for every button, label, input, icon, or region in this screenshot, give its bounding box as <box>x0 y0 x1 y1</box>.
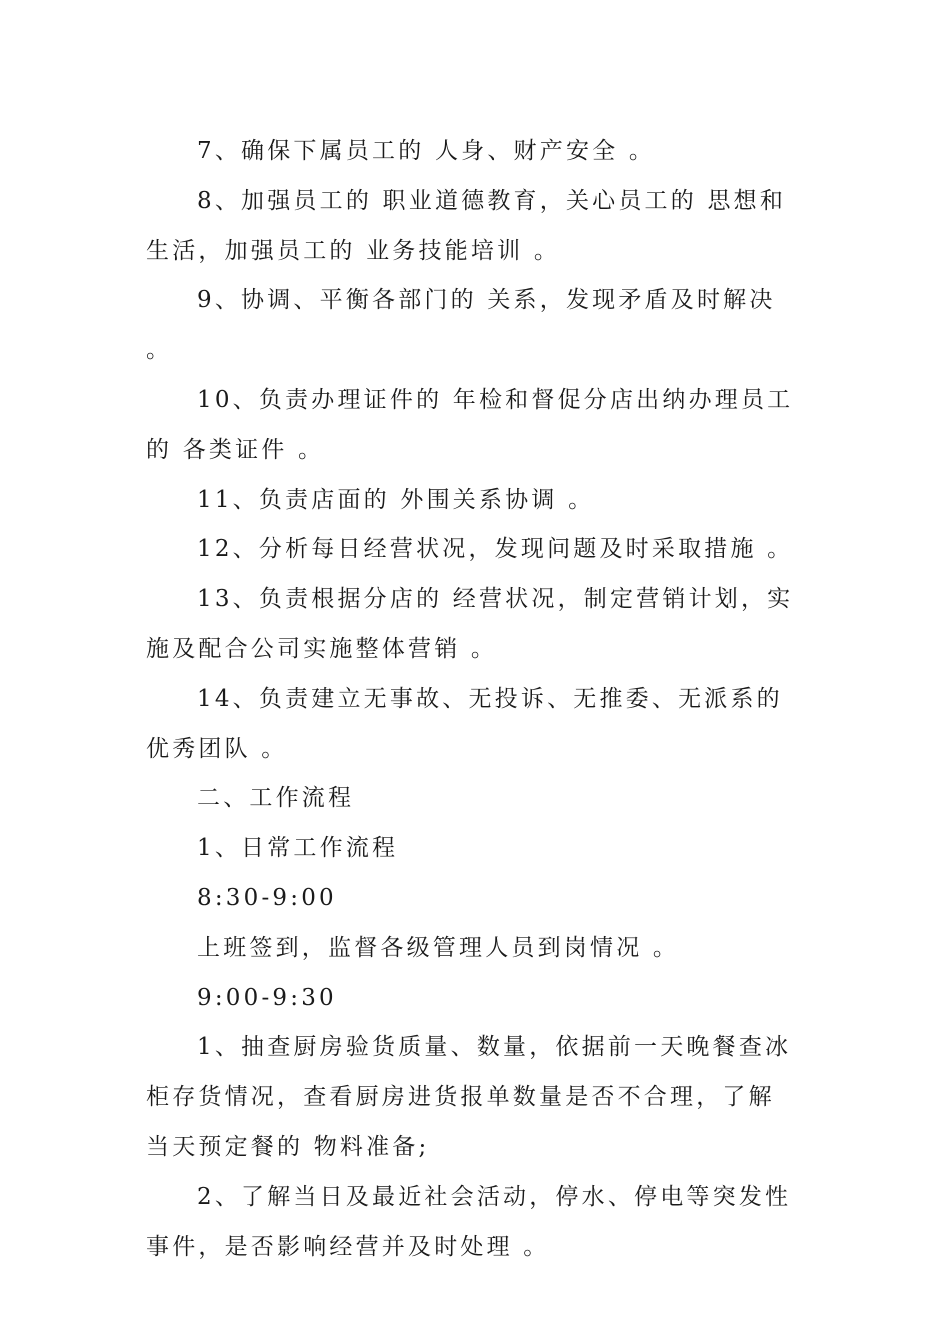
paragraph-sign-in: 上班签到，监督各级管理人员到岗情况 。 <box>197 934 680 961</box>
subsection-heading-daily-workflow: 1、日常工作流程 <box>197 835 399 862</box>
time-slot-0900-0930: 9:00-9:30 <box>197 984 337 1011</box>
paragraph-social-events: 2、了解当日及最近社会活动，停水、停电等突发性事件，是否影响经营并及时处理 。 <box>146 1183 792 1260</box>
paragraph-duty-9: 9、协调、平衡各部门的 关系，发现矛盾及时解决 。 <box>146 287 776 364</box>
paragraph-duty-11: 11、负责店面的 外围关系协调 。 <box>197 486 595 513</box>
paragraph-duty-8: 8、加强员工的 职业道德教育，关心员工的 思想和生活，加强员工的 业务技能培训 。 <box>146 187 787 264</box>
time-slot-0830-0900: 8:30-9:00 <box>197 884 337 911</box>
paragraph-duty-10: 10、负责办理证件的 年检和督促分店出纳办理员工的 各类证件 。 <box>146 386 794 463</box>
paragraph-duty-12: 12、分析每日经营状况，发现问题及时采取措施 。 <box>197 536 794 563</box>
paragraph-duty-13: 13、负责根据分店的 经营状况，制定营销计划，实施及配合公司实施整体营销 。 <box>146 586 794 662</box>
paragraph-kitchen-inspection: 1、抽查厨房验货质量、数量，依据前一天晚餐查冰柜存货情况，查看厨房进货报单数量是否不合理，了解当天预定餐的 物料准备; <box>146 1034 792 1160</box>
paragraph-duty-14: 14、负责建立无事故、无投诉、无推委、无派系的优秀团队 。 <box>146 685 783 762</box>
document-body <box>146 127 796 1272</box>
paragraph-duty-7: 7、确保下属员工的 人身、财产安全 。 <box>197 138 656 164</box>
section-heading-workflow: 二、工作流程 <box>197 785 355 812</box>
